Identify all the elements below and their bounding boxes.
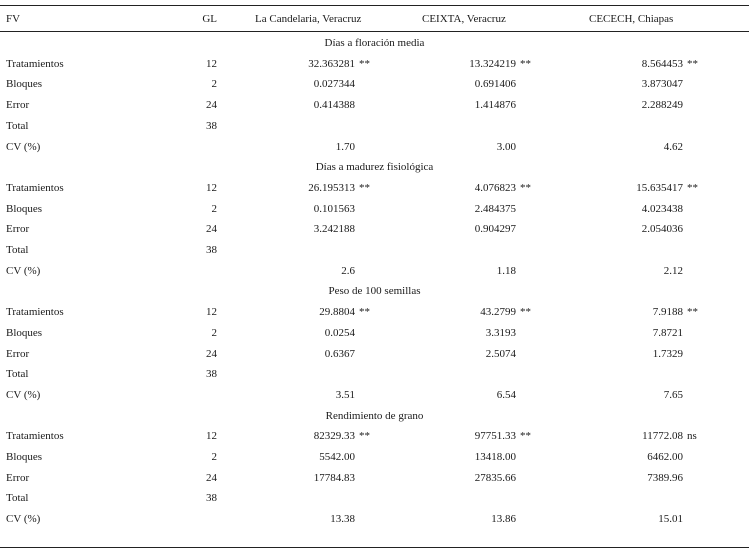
value-cell: 6.54 — [496, 388, 516, 401]
significance-marker: ** — [687, 306, 698, 319]
significance-marker: ** — [687, 181, 698, 194]
row-label: Tratamientos — [6, 306, 64, 319]
value-cell: 7389.96 — [647, 471, 683, 484]
row-label: Error — [6, 347, 30, 360]
value-cell: 2.288249 — [641, 99, 683, 112]
bottom-rule — [0, 547, 749, 548]
value-cell: 97751.33 — [474, 430, 516, 443]
section-title: Días a madurez fisiológica — [315, 161, 434, 174]
row-label: CV (%) — [6, 140, 41, 153]
row-gl: 24 — [206, 99, 217, 112]
row-gl: 12 — [206, 306, 217, 319]
row-label: Bloques — [6, 202, 43, 215]
row-label: Bloques — [6, 78, 43, 91]
value-cell: 0.414388 — [313, 99, 355, 112]
value-cell: 0.691406 — [474, 78, 516, 91]
value-cell: 13.38 — [330, 513, 355, 526]
value-cell: 8.564453 — [641, 57, 683, 70]
row-gl: 12 — [206, 181, 217, 194]
header-loc3: CECECH, Chiapas — [589, 13, 674, 25]
top-rule — [0, 5, 749, 6]
value-cell: 13418.00 — [474, 451, 516, 463]
value-cell: 15.01 — [658, 513, 683, 526]
row-gl: 2 — [211, 202, 217, 215]
row-label: CV (%) — [6, 513, 41, 526]
value-cell: 1.414876 — [474, 99, 516, 112]
header-loc2: CEIXTA, Veracruz — [422, 13, 506, 25]
value-cell: 1.7329 — [652, 347, 683, 360]
value-cell: 4.023438 — [641, 202, 683, 215]
significance-marker: ** — [520, 306, 531, 319]
row-label: Total — [6, 244, 29, 256]
significance-marker: ** — [520, 181, 531, 194]
section-title: Rendimiento de grano — [325, 409, 424, 422]
significance-marker: ** — [359, 181, 370, 194]
row-label: Total — [6, 368, 29, 381]
value-cell: 7.65 — [663, 388, 683, 401]
value-cell: 13.324219 — [469, 57, 516, 70]
value-cell: 27835.66 — [474, 471, 516, 484]
row-label: Total — [6, 492, 29, 505]
row-gl: 2 — [211, 78, 217, 91]
significance-marker: ** — [520, 57, 531, 70]
value-cell: 1.70 — [335, 140, 355, 153]
section-title: Peso de 100 semillas — [328, 285, 421, 298]
row-label: CV (%) — [6, 264, 41, 277]
row-gl: 2 — [211, 451, 217, 463]
value-cell: 11772.08 — [642, 430, 683, 443]
significance-marker: ** — [359, 306, 370, 319]
header-rule — [0, 31, 749, 32]
row-gl: 12 — [206, 430, 217, 443]
row-gl: 12 — [206, 57, 217, 70]
row-label: Bloques — [6, 451, 43, 463]
row-label: Error — [6, 471, 30, 484]
value-cell: 43.2799 — [480, 306, 516, 319]
row-label: Tratamientos — [6, 430, 64, 443]
value-cell: 26.195313 — [308, 181, 355, 194]
value-cell: 0.0254 — [324, 326, 355, 339]
value-cell: 17784.83 — [313, 471, 355, 484]
value-cell: 5542.00 — [319, 451, 355, 463]
value-cell: 82329.33 — [313, 430, 355, 443]
value-cell: 2.6 — [341, 264, 355, 277]
row-gl: 2 — [211, 326, 217, 339]
section-title: Días a floración media — [324, 37, 425, 49]
value-cell: 3.00 — [496, 140, 516, 153]
row-label: Error — [6, 223, 30, 236]
value-cell: 3.242188 — [313, 223, 355, 236]
value-cell: 2.054036 — [641, 223, 683, 236]
value-cell: 3.3193 — [485, 326, 516, 339]
value-cell: 1.18 — [496, 264, 516, 277]
value-cell: 0.101563 — [313, 202, 355, 215]
header-loc1: La Candelaria, Veracruz — [255, 13, 362, 25]
header-gl: GL — [202, 13, 217, 25]
row-label: Error — [6, 99, 30, 112]
value-cell: 4.076823 — [474, 181, 516, 194]
significance-marker: ** — [520, 430, 531, 443]
value-cell: 7.9188 — [652, 306, 683, 319]
row-gl: 38 — [206, 119, 217, 132]
value-cell: 2.484375 — [474, 202, 516, 215]
value-cell: 29.8804 — [319, 306, 355, 319]
significance-marker: ** — [359, 430, 370, 443]
row-label: Tratamientos — [6, 181, 64, 194]
value-cell: 0.027344 — [313, 78, 355, 91]
value-cell: 32.363281 — [308, 57, 355, 70]
row-gl: 24 — [206, 471, 217, 484]
header-fv: FV — [6, 13, 21, 25]
value-cell: 0.904297 — [474, 223, 516, 236]
value-cell: 2.5074 — [485, 347, 516, 360]
row-label: CV (%) — [6, 388, 41, 401]
value-cell: 4.62 — [663, 140, 683, 153]
value-cell: 3.873047 — [641, 78, 683, 91]
row-gl: 24 — [206, 347, 217, 360]
value-cell: 2.12 — [663, 264, 683, 277]
row-gl: 38 — [206, 244, 217, 256]
value-cell: 6462.00 — [647, 451, 683, 463]
row-label: Total — [6, 119, 29, 132]
value-cell: 13.86 — [491, 513, 516, 526]
row-label: Bloques — [6, 326, 43, 339]
value-cell: 15.635417 — [636, 181, 683, 194]
significance-marker: ** — [359, 57, 370, 70]
row-gl: 38 — [206, 368, 217, 381]
row-gl: 38 — [206, 492, 217, 505]
value-cell: 3.51 — [335, 388, 355, 401]
row-gl: 24 — [206, 223, 217, 236]
value-cell: 7.8721 — [652, 326, 683, 339]
value-cell: 0.6367 — [324, 347, 355, 360]
significance-marker: ** — [687, 57, 698, 70]
significance-marker: ns — [687, 430, 697, 443]
row-label: Tratamientos — [6, 57, 64, 70]
